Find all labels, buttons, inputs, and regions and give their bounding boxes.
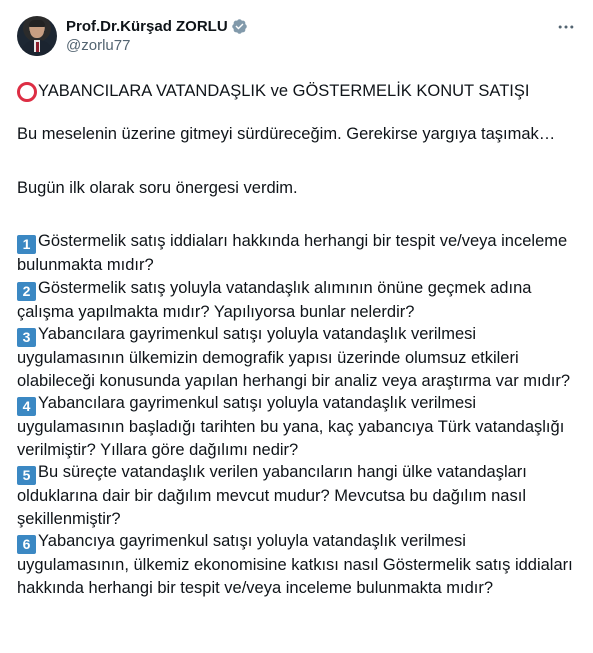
keycap-number-icon: 3 bbox=[17, 328, 36, 347]
question-text: Yabancılara gayrimenkul satışı yoluyla vatandaşlık verilmesi uygulamasının ülkemizin demografik yapısı üzerinde olumsuz etkileri olabileceği konusunda yapılan herhangi bir analiz veya araştırma var mıdır? bbox=[17, 325, 571, 390]
keycap-number-icon: 4 bbox=[17, 397, 36, 416]
question-item bbox=[17, 461, 577, 530]
post-title-line bbox=[17, 79, 577, 103]
question-text: Yabancıya gayrimenkul satışı yoluyla vatandaşlık verilmesi uygulamasının, ülkemiz ekonomisine katkısı nasıl Göstermelik satış iddiaları hakkında herhangi bir tespit ve/veya inceleme bulunmakta mıdır? bbox=[17, 532, 573, 597]
question-item bbox=[17, 530, 577, 599]
keycap-number-icon: 1 bbox=[17, 235, 36, 254]
keycap-number-icon: 6 bbox=[17, 535, 36, 554]
question-item bbox=[17, 323, 577, 392]
tweet-header bbox=[17, 12, 576, 60]
avatar[interactable] bbox=[17, 16, 57, 56]
handle[interactable]: @zorlu77 bbox=[66, 37, 131, 54]
question-text: Göstermelik satış yoluyla vatandaşlık alımının önüne geçmek adına çalışma yapılmakta mıdır? Yapılıyorsa bunlar nelerdir? bbox=[17, 278, 532, 321]
keycap-number-icon: 2 bbox=[17, 282, 36, 301]
question-item bbox=[17, 277, 577, 324]
verified-badge-icon[interactable] bbox=[231, 18, 248, 35]
tweet-text bbox=[17, 79, 577, 599]
question-text: Bu süreçte vatandaşlık verilen yabancıların hangi ülke vatandaşları olduklarına dair bir dağılım mevcut mudur? Mevcutsa bu dağılım nasıl şekillenmiştir? bbox=[17, 463, 527, 528]
display-name-row bbox=[66, 16, 248, 36]
question-text: Yabancılara gayrimenkul satışı yoluyla vatandaşlık verilmesi uygulamasının başladığı tarihten bu yana, kaç yabancıya Türk vatandaşlığı verilmiştir? Yıllara göre dağılımı nedir? bbox=[17, 394, 565, 459]
red-circle-icon bbox=[17, 82, 37, 102]
post-title: YABANCILARA VATANDAŞLIK ve GÖSTERMELİK KONUT SATIŞI bbox=[38, 81, 530, 100]
question-item bbox=[17, 392, 577, 461]
question-item bbox=[17, 230, 577, 277]
today-text: Bugün ilk olarak soru önergesi verdim. bbox=[17, 178, 298, 197]
question-text: Göstermelik satış iddiaları hakkında herhangi bir tespit ve/veya inceleme bulunmakta mıdır? bbox=[17, 232, 568, 274]
intro-text: Bu meselenin üzerine gitmeyi sürdüreceğim. Gerekirse yargıya taşımak… bbox=[17, 125, 556, 143]
keycap-number-icon: 5 bbox=[17, 466, 36, 485]
display-name[interactable]: Prof.Dr.Kürşad ZORLU bbox=[66, 17, 228, 35]
more-horizontal-icon[interactable] bbox=[555, 16, 577, 38]
author-names bbox=[66, 16, 248, 56]
